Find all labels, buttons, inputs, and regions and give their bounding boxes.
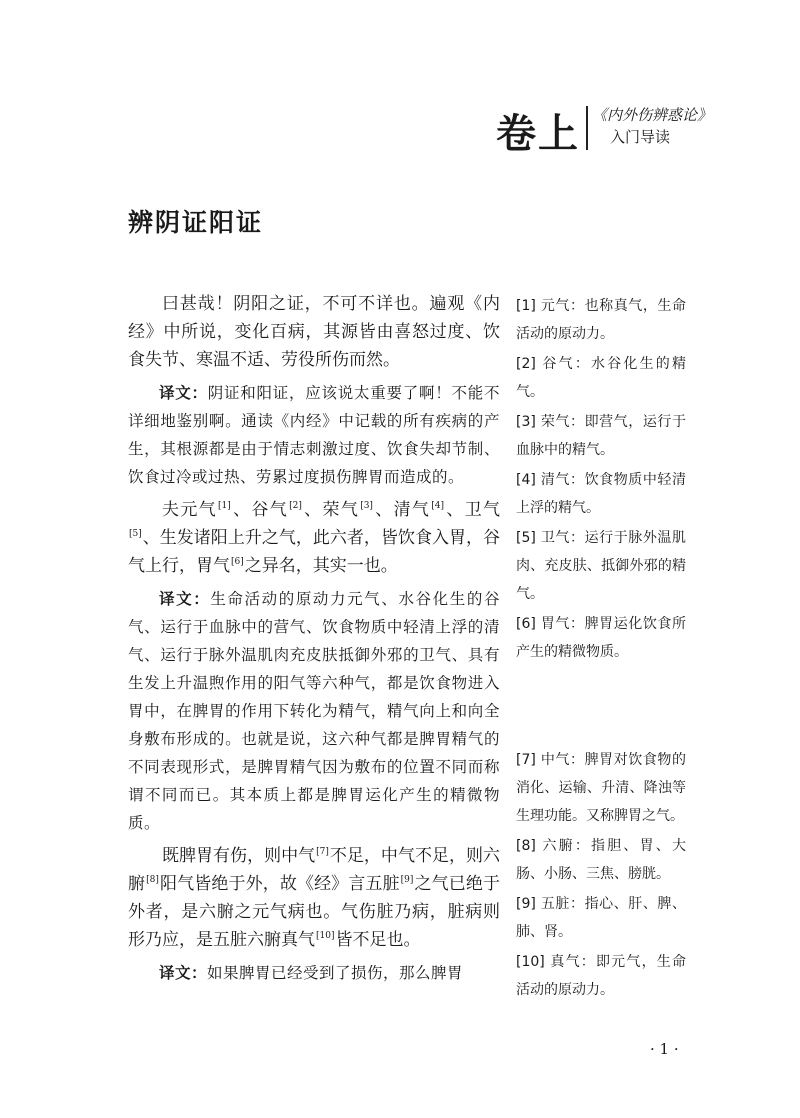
footnote-ref[interactable]: [8] <box>146 875 159 886</box>
translation-paragraph-3 <box>128 959 500 987</box>
text-segment: 夫元气 <box>162 500 217 520</box>
original-paragraph-2 <box>128 496 500 580</box>
footnote-ref[interactable]: [9] <box>400 875 414 886</box>
footnote-ref[interactable]: [3] <box>360 501 373 512</box>
note-item: [10] 真气：即元气，生命活动的原动力。 <box>516 954 686 998</box>
note-item: [1] 元气：也称真气，生命活动的原动力。 <box>516 298 686 342</box>
text-segment: 既脾胃有伤，则中气 <box>162 846 316 866</box>
original-paragraph-1: 曰甚哉！阴阳之证，不可不详也。遍观《内经》中所说，变化百病，其源皆由喜怒过度、饮食失节、寒温不适、劳役所伤而然。 <box>128 294 500 370</box>
translation-text: 如果脾胃已经受到了损伤，那么脾胃 <box>207 964 464 982</box>
footnote-ref[interactable]: [6] <box>231 557 244 568</box>
translation-label: 译文： <box>159 964 208 982</box>
volume-title: 卷上 <box>496 110 580 157</box>
book-title: 《内外伤辨惑论》 <box>592 106 713 124</box>
text-segment: 之气已绝于外者，是六腑之元气病也。气伤脏乃病，脏病则形乃应，是五脏六腑真气 <box>128 874 501 950</box>
original-paragraph-3 <box>128 842 500 954</box>
note-item: [3] 荣气：即营气，运行于血脉中的精气。 <box>516 414 686 458</box>
translation-text: 生命活动的原动力元气、水谷化生的谷气、运行于血脉中的营气、饮食物质中轻清上浮的清气、运行于脉外温肌肉充皮肤抵御外邪的卫气、具有生发上升温煦作用的阳气等六种气，都是饮食物进入胃中，在脾胃的作用下转化为精气，精气向上和向全身敷布形成的。也就是说，这六种气都是脾胃精气的不同表现形式，是脾胃精气因为敷布的位置不同而称谓不同而已。其本质上都是脾胃运化产生的精微物质。 <box>128 590 500 832</box>
note-item: [8] 六腑：指胆、胃、大肠、小肠、三焦、膀胱。 <box>516 838 686 882</box>
note-item: [9] 五脏：指心、肝、脾、肺、肾。 <box>516 896 686 940</box>
footnote-ref[interactable]: [7] <box>316 847 329 858</box>
translation-label: 译文： <box>159 384 208 402</box>
footnote-ref[interactable]: [10] <box>316 931 335 942</box>
text-segment: 、清气 <box>373 500 431 520</box>
text-segment: 、卫气 <box>445 500 501 520</box>
page-number: · 1 · <box>650 1040 679 1058</box>
text-segment: 、生发诸阳上升之气，此六者，皆饮食入胃，谷气上行，胃气 <box>128 528 500 576</box>
translation-paragraph-1 <box>128 379 500 491</box>
header-divider <box>586 106 588 150</box>
note-item: [4] 清气：饮食物质中轻清上浮的精气。 <box>516 472 686 516</box>
header-subtitle: 入门导读 <box>609 128 670 146</box>
text-segment: 阳气皆绝于外，故《经》言五脏 <box>159 874 400 894</box>
translation-paragraph-2 <box>128 585 500 837</box>
note-item: [5] 卫气：运行于脉外温肌肉、充皮肤、抵御外邪的精气。 <box>516 530 686 602</box>
text-segment: 之异名，其实一也。 <box>244 556 398 576</box>
text-segment: 、谷气 <box>231 500 289 520</box>
note-item: [2] 谷气：水谷化生的精气。 <box>516 356 686 400</box>
note-item: [7] 中气：脾胃对饮食物的消化、运输、升清、降浊等生理功能。又称脾胃之气。 <box>516 752 686 824</box>
footnote-ref[interactable]: [4] <box>431 501 445 512</box>
main-text-column <box>128 290 500 992</box>
side-notes <box>516 292 686 1006</box>
footnote-ref[interactable]: [1] <box>218 501 231 512</box>
notes-spacer <box>516 668 686 746</box>
translation-label: 译文： <box>159 590 211 608</box>
text-segment: 、荣气 <box>302 500 360 520</box>
section-title: 辨阴证阳证 <box>128 208 264 237</box>
translation-text: 阴证和阳证，应该说太重要了啊！不能不详细地鉴别啊。通读《内经》中记载的所有疾病的产生，其根源都是由于情志刺激过度、饮食失却节制、饮食过冷或过热、劳累过度损伤脾胃而造成的。 <box>128 384 500 486</box>
footnote-ref[interactable]: [2] <box>289 501 302 512</box>
text-segment: 皆不足也。 <box>335 930 421 950</box>
text-segment: 不足，中气不足，则六腑 <box>128 846 501 894</box>
footnote-ref[interactable]: [5] <box>129 529 142 540</box>
note-item: [6] 胃气：脾胃运化饮食所产生的精微物质。 <box>516 616 686 660</box>
